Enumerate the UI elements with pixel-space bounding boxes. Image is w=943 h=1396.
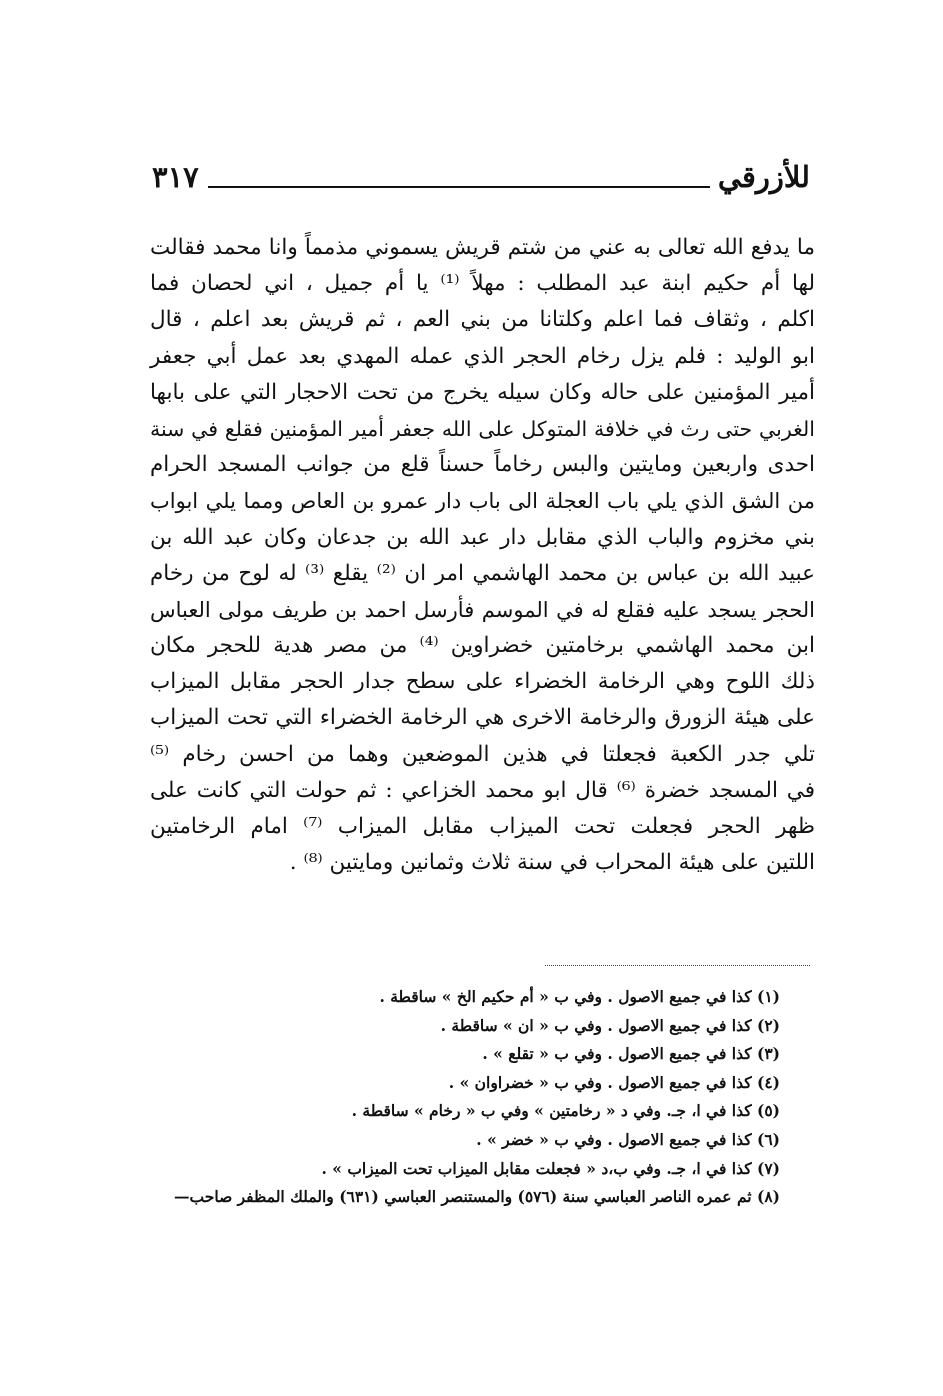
footnote: (١) كذا في جميع الاصول . وفي ب « أم حكيم الخ » ساقطة . — [379, 987, 780, 1006]
body-text — [150, 230, 815, 881]
page-number: ٣١٧ — [152, 160, 199, 194]
footnote: (٢) كذا في جميع الاصول . وفي ب « ان » ساقطة . — [440, 1015, 780, 1035]
body-line: في المسجد خضرة ⁽⁶⁾ قال ابو محمد الخزاعي : ثم حولت التي كانت على — [150, 777, 816, 803]
footnote: (٣) كذا في جميع الاصول . وفي ب « تقلع » . — [482, 1044, 780, 1064]
body-line: لها أم حكيم ابنة عبد المطلب : مهلاً ⁽¹⁾ يا أم جميل ، اني لحصان فما — [150, 271, 816, 297]
body-line: اللتين على هيئة المحراب في سنة ثلاث وثمانين ومايتين ⁽⁸⁾ . — [289, 850, 815, 876]
body-line: من الشق الذي يلي باب العجلة الى باب دار عمرو بن العاص ومما يلي ابواب — [150, 489, 815, 514]
body-line: عبيد الله بن عباس بن محمد الهاشمي امر ان ⁽²⁾ يقلع ⁽³⁾ له لوح من رخام — [150, 560, 815, 586]
body-line: ما يدفع الله تعالى به عني من شتم قريش يسموني مذمماً وانا محمد فقالت — [150, 235, 815, 260]
footnotes — [145, 983, 780, 1212]
body-line: اكلم ، وثقاف فما اعلم وكلتانا من بني العم ، ثم قريش بعد اعلم ، قال — [150, 307, 815, 333]
body-line: احدى واربعين ومايتين والبس رخاماً حسناً قلع من جوانب المسجد الحرام — [150, 452, 815, 478]
footnote: (٤) كذا في جميع الاصول . وفي ب « خضراوان » . — [448, 1072, 780, 1092]
body-line: ظهر الحجر فجعلت تحت الميزاب مقابل الميزاب ⁽⁷⁾ امام الرخامتين — [150, 814, 815, 839]
footnote: (٧) كذا في ا، جـ. وفي ب،د « فجعلت مقابل الميزاب تحت الميزاب » . — [321, 1158, 780, 1178]
body-line: أمير المؤمنين على حاله وكان سيله يخرج من تحت الاحجار التي على بابها — [150, 379, 815, 405]
footnote: (٦) كذا في جميع الاصول . وفي ب « خضر » . — [476, 1129, 780, 1149]
body-line: الغربي حتى رث في خلافة المتوكل على الله جعفر أمير المؤمنين فقلع في سنة — [150, 416, 815, 441]
body-line: ابن محمد الهاشمي برخامتين خضراوين ⁽⁴⁾ من مصر هدية للحجر مكان — [150, 633, 815, 659]
body-line: ابو الوليد : فلم يزل رخام الحجر الذي عمله المهدي بعد عمل أبي جعفر — [150, 343, 815, 369]
footnote: (٥) كذا في ا، جـ. وفي د « رخامتين » وفي ب « رخام » ساقطة . — [351, 1101, 780, 1121]
body-line: بني مخزوم والباب الذي مقابل دار عبد الله بن جدعان وكان عبد الله بن — [150, 524, 815, 550]
footnote: (٨) ثم عمره الناصر العباسي سنة (٥٧٦) والمستنصر العباسي (٦٣١) والملك المظفر صاحب— — [174, 1187, 780, 1207]
body-line: الحجر يسجد عليه فقلع له في الموسم فأرسل احمد بن طريف مولى العباس — [150, 597, 815, 622]
footnote-separator — [545, 965, 810, 966]
body-line: على هيئة الزورق والرخامة الاخرى هي الرخامة الخضراء التي تحت الميزاب — [150, 705, 815, 731]
body-line: تلي جدر الكعبة فجعلتا في هذين الموضعين وهما من احسن رخام ⁽⁵⁾ — [150, 741, 815, 767]
running-title: للأزرقي — [717, 160, 810, 194]
body-line: ذلك اللوح وهي الرخامة الخضراء على سطح جدار الحجر مقابل الميزاب — [150, 669, 815, 695]
page-header — [150, 160, 810, 204]
header-rule — [208, 186, 710, 188]
